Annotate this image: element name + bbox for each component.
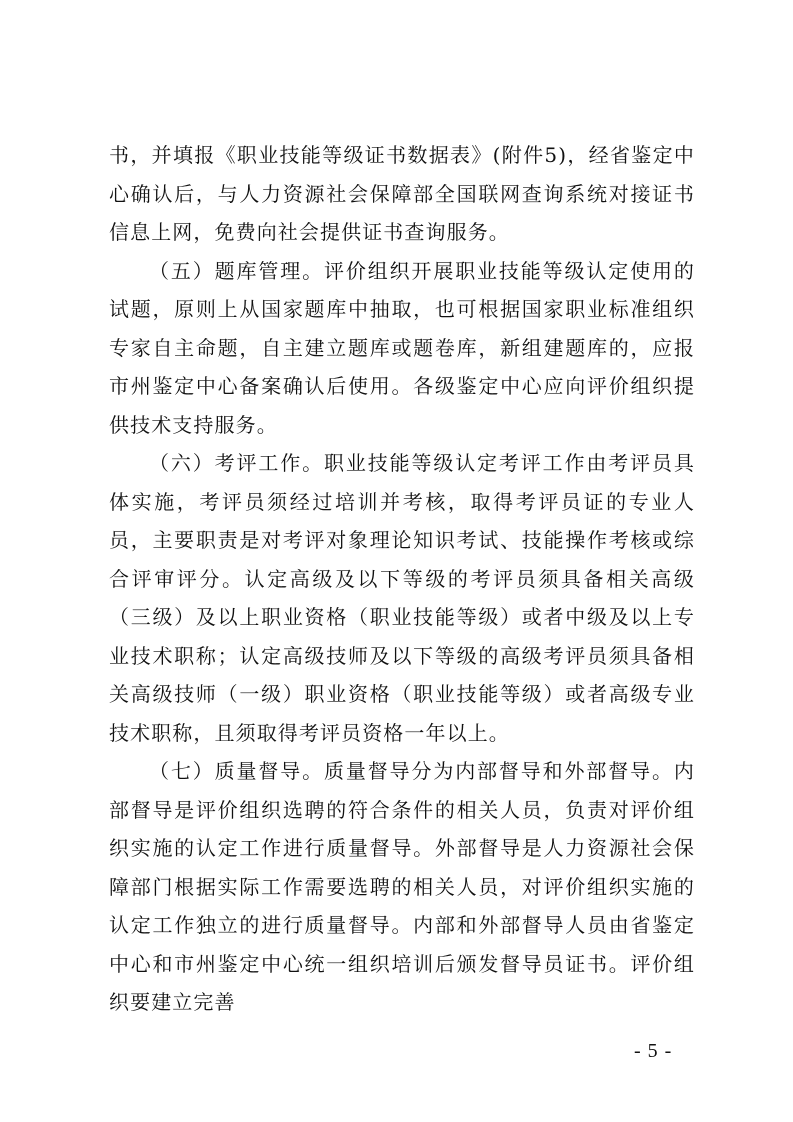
paragraph-continuation: 书，并填报《职业技能等级证书数据表》(附件5)，经省鉴定中心确认后，与人力资源社会保障部全国联网查询系统对接证书信息上网，免费向社会提供证书查询服务。	[109, 143, 695, 244]
paragraph-question-bank: （五）题库管理。评价组织开展职业技能等级认定使用的试题，原则上从国家题库中抽取，也可根据国家职业标准组织专家自主命题，自主建立题库或题卷库，新组建题库的，应报市州鉴定中心备案确认后使用。各级鉴定中心应向评价组织提供技术支持服务。	[109, 258, 695, 437]
page-number: - 5 -	[634, 1040, 673, 1062]
document-body	[109, 136, 695, 1022]
paragraph-assessment: （六）考评工作。职业技能等级认定考评工作由考评员具体实施，考评员须经过培训并考核，取得考评员证的专业人员，主要职责是对考评对象理论知识考试、技能操作考核或综合评审评分。认定高级及以下等级的考评员须具备相关高级（三级）及以上职业资格（职业技能等级）或者中级及以上专业技术职称；认定高级技师及以下等级的高级考评员须具备相关高级技师（一级）职业资格（职业技能等级）或者高级专业技术职称，且须取得考评员资格一年以上。	[109, 451, 695, 745]
paragraph-quality-supervision: （七）质量督导。质量督导分为内部督导和外部督导。内部督导是评价组织选聘的符合条件的相关人员，负责对评价组织实施的认定工作进行质量督导。外部督导是人力资源社会保障部门根据实际工作需要选聘的相关人员，对评价组织实施的认定工作独立的进行质量督导。内部和外部督导人员由省鉴定中心和市州鉴定中心统一组织培训后颁发督导员证书。评价组织要建立完善	[109, 759, 695, 1014]
